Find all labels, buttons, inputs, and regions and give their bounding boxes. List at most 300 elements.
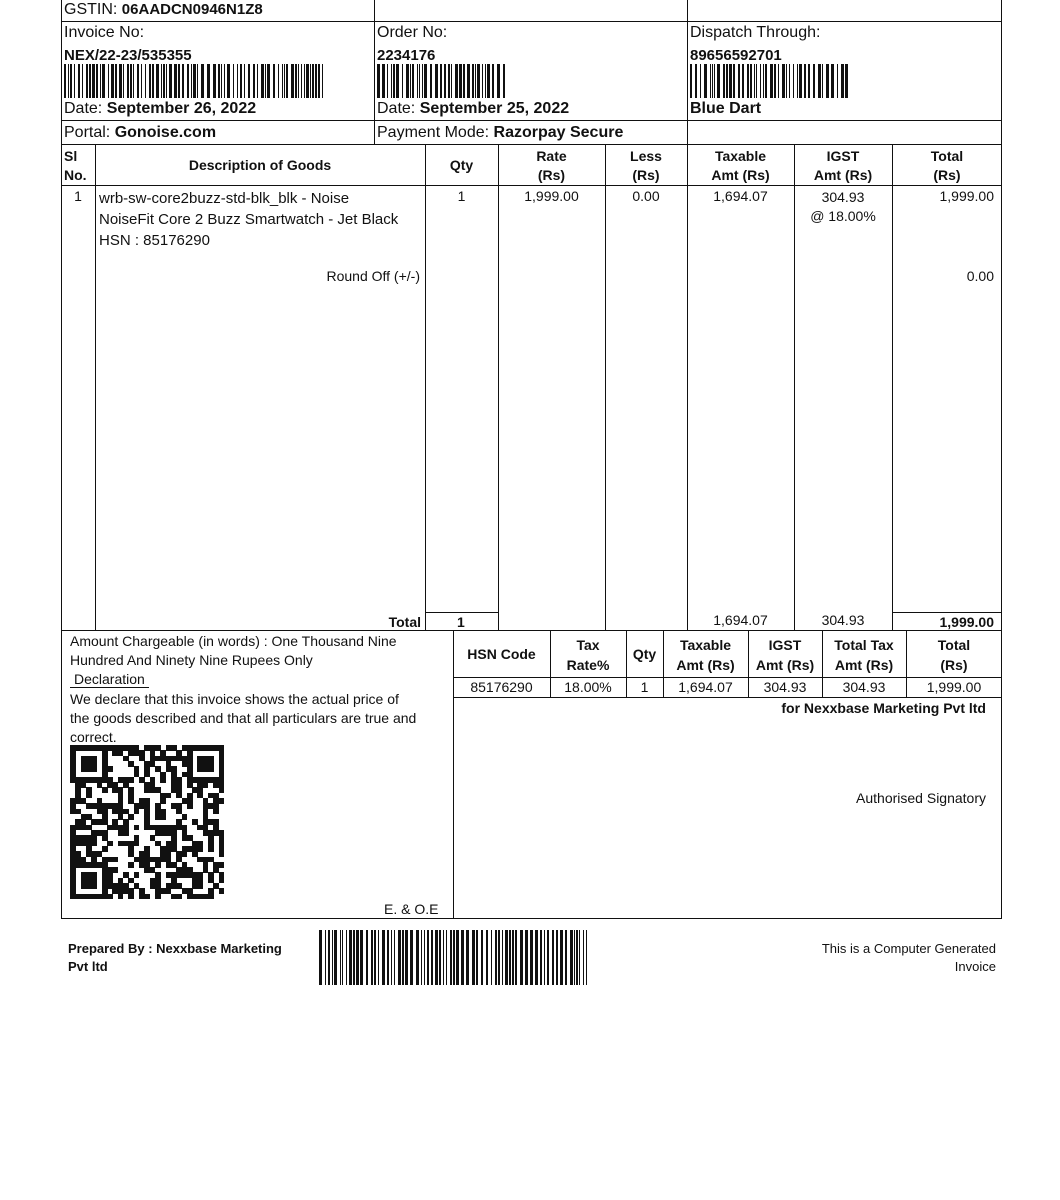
hsn-col-qty-header: Qty bbox=[632, 646, 657, 662]
barcode-bar bbox=[482, 64, 483, 98]
grand-total: 1,999.00 bbox=[939, 614, 994, 630]
barcode-bar bbox=[472, 64, 474, 98]
dispatch-label: Dispatch Through: bbox=[690, 24, 821, 41]
barcode-bar bbox=[695, 64, 697, 98]
barcode-bar bbox=[237, 64, 238, 98]
barcode-bar bbox=[455, 64, 458, 98]
barcode-bar bbox=[356, 930, 359, 985]
barcode-bar bbox=[583, 930, 584, 985]
declaration-text bbox=[70, 690, 416, 747]
barcode-bar bbox=[440, 64, 442, 98]
computer-generated-line: Invoice bbox=[954, 959, 996, 974]
barcode-bar bbox=[754, 64, 755, 98]
barcode-bar bbox=[431, 930, 433, 985]
qr-module bbox=[134, 825, 140, 831]
barcode-bar bbox=[700, 64, 701, 98]
qr-module bbox=[91, 766, 97, 772]
barcode-bar bbox=[760, 64, 761, 98]
barcode-bar bbox=[723, 64, 725, 98]
barcode-bar bbox=[756, 64, 757, 98]
barcode-bar bbox=[213, 64, 216, 98]
barcode-bar bbox=[137, 64, 139, 98]
hsn-taxable: 1,694.07 bbox=[678, 679, 733, 695]
barcode-bar bbox=[822, 64, 823, 98]
col-taxable-header bbox=[687, 147, 794, 185]
items-col-line bbox=[892, 144, 893, 631]
qr-module bbox=[160, 798, 166, 804]
barcode-bar bbox=[710, 64, 711, 98]
invoice-date bbox=[64, 100, 256, 118]
item-less: 0.00 bbox=[632, 188, 660, 204]
hsn-igst-header-line: IGST bbox=[768, 637, 802, 653]
qr-module bbox=[219, 862, 225, 868]
barcode-bar bbox=[450, 930, 452, 985]
col-igst-header-line: Amt (Rs) bbox=[813, 167, 873, 183]
qr-module bbox=[208, 846, 214, 852]
barcode-bar bbox=[207, 64, 210, 98]
barcode-bar bbox=[248, 64, 250, 98]
barcode-bar bbox=[96, 64, 98, 98]
barcode-bar bbox=[227, 64, 230, 98]
footer-divider bbox=[453, 630, 454, 919]
barcode-bar bbox=[416, 930, 419, 985]
qr-code bbox=[70, 745, 224, 899]
barcode-bar bbox=[765, 64, 767, 98]
round-off-value: 0.00 bbox=[966, 268, 994, 284]
payment-mode bbox=[377, 124, 623, 142]
barcode-bar bbox=[278, 64, 279, 98]
barcode-bar bbox=[108, 64, 109, 98]
item-taxable: 1,694.07 bbox=[713, 188, 768, 204]
barcode-bar bbox=[509, 930, 511, 985]
hsn-taxable-header-line: Amt (Rs) bbox=[676, 657, 735, 673]
hsn-code: 85176290 bbox=[470, 679, 533, 695]
qr-module bbox=[219, 878, 225, 884]
barcode-bar bbox=[387, 930, 389, 985]
barcode-bar bbox=[435, 930, 438, 985]
barcode-bar bbox=[257, 64, 258, 98]
barcode-bar bbox=[770, 64, 773, 98]
items-header-rule bbox=[61, 185, 1002, 186]
qr-module bbox=[176, 894, 182, 900]
hsn-col-totaltax-header bbox=[822, 635, 906, 675]
item-description bbox=[99, 188, 398, 251]
header-rule bbox=[61, 21, 1002, 22]
total-taxable: 1,694.07 bbox=[713, 612, 768, 628]
hsn-rule bbox=[453, 677, 1002, 678]
qr-module bbox=[134, 809, 140, 815]
item-igst-amount: 304.93 bbox=[821, 189, 865, 205]
barcode-bar bbox=[111, 64, 114, 98]
barcode-bar bbox=[240, 64, 242, 98]
barcode-bar bbox=[398, 930, 401, 985]
barcode-bar bbox=[789, 64, 790, 98]
barcode-bar bbox=[556, 930, 558, 985]
barcode-bar bbox=[427, 930, 429, 985]
barcode-bar bbox=[421, 930, 422, 985]
item-sl: 1 bbox=[74, 188, 82, 204]
barcode-bar bbox=[786, 64, 787, 98]
item-desc-line: wrb-sw-core2buzz-std-blk_blk - Noise bbox=[99, 190, 350, 207]
barcode-bar bbox=[466, 930, 469, 985]
barcode-bar bbox=[498, 930, 500, 985]
qr-module bbox=[102, 846, 108, 852]
item-desc-line: HSN : 85176290 bbox=[99, 232, 210, 249]
barcode-bar bbox=[560, 930, 563, 985]
dispatch-no: 89656592701 bbox=[690, 47, 782, 64]
items-col-line bbox=[687, 144, 688, 631]
barcode-bar bbox=[487, 64, 490, 98]
barcode-bar bbox=[115, 64, 117, 98]
amount-words-line: Amount Chargeable (in words) : One Thousand Nine bbox=[70, 633, 397, 649]
barcode-bar bbox=[391, 930, 392, 985]
barcode-bar bbox=[325, 930, 326, 985]
barcode-bar bbox=[774, 64, 776, 98]
qr-module bbox=[134, 872, 140, 878]
barcode-bar bbox=[319, 930, 322, 985]
barcode-bar bbox=[318, 64, 320, 98]
barcode-bar bbox=[481, 930, 483, 985]
barcode-bar bbox=[570, 930, 573, 985]
barcode-bar bbox=[349, 930, 352, 985]
barcode-bar bbox=[845, 64, 848, 98]
barcode-bar bbox=[435, 64, 438, 98]
declaration-line: correct. bbox=[70, 729, 117, 745]
barcode-bar bbox=[405, 930, 408, 985]
barcode-bar bbox=[130, 64, 132, 98]
col-total-header bbox=[892, 147, 1002, 185]
barcode-bar bbox=[332, 930, 333, 985]
hsn-col-total-header bbox=[906, 635, 1002, 675]
barcode-bar bbox=[502, 930, 503, 985]
barcode-bar bbox=[382, 930, 385, 985]
qr-module bbox=[134, 841, 140, 847]
qr-module bbox=[112, 857, 118, 863]
barcode-bar bbox=[402, 64, 403, 98]
gstin bbox=[64, 1, 263, 19]
barcode-bar bbox=[123, 64, 124, 98]
barcode-bar bbox=[396, 64, 399, 98]
barcode-bar bbox=[782, 64, 785, 98]
item-total: 1,999.00 bbox=[939, 188, 994, 204]
col-taxable-header-line: Taxable bbox=[714, 148, 767, 164]
hsn-total-header-line: Total bbox=[937, 637, 971, 653]
barcode-bar bbox=[402, 930, 404, 985]
barcode-bar bbox=[763, 64, 764, 98]
barcode-bar bbox=[491, 930, 492, 985]
portal bbox=[64, 124, 216, 142]
barcode-bar bbox=[742, 64, 744, 98]
barcode-bar bbox=[68, 64, 69, 98]
barcode-bar bbox=[70, 64, 72, 98]
col-total-header-line: (Rs) bbox=[933, 167, 961, 183]
barcode-bar bbox=[485, 64, 486, 98]
barcode-bar bbox=[530, 930, 533, 985]
barcode-bar bbox=[382, 64, 385, 98]
qr-module bbox=[91, 841, 97, 847]
col-less-header bbox=[605, 147, 687, 185]
items-col-line bbox=[425, 144, 426, 631]
barcode-bar bbox=[476, 930, 478, 985]
qr-module bbox=[160, 777, 166, 783]
barcode-bar bbox=[505, 930, 508, 985]
col-rate-header bbox=[498, 147, 605, 185]
hsn-col-rate-header bbox=[550, 635, 626, 675]
barcode-bar bbox=[410, 64, 411, 98]
hsn-totaltax-header-line: Amt (Rs) bbox=[834, 657, 894, 673]
gstin-value: 06AADCN0946N1Z8 bbox=[121, 1, 263, 18]
barcode-bar bbox=[273, 64, 275, 98]
qr-module bbox=[197, 846, 203, 852]
barcode-bar bbox=[574, 930, 575, 985]
invoice-barcode bbox=[64, 64, 326, 98]
hsn-qty: 1 bbox=[640, 679, 649, 695]
barcode-bar bbox=[169, 64, 172, 98]
barcode-bar bbox=[284, 64, 285, 98]
barcode-bar bbox=[378, 930, 379, 985]
barcode-bar bbox=[586, 930, 587, 985]
total-qty: 1 bbox=[457, 614, 465, 630]
barcode-bar bbox=[306, 64, 309, 98]
barcode-bar bbox=[446, 930, 447, 985]
barcode-bar bbox=[799, 64, 802, 98]
order-date-value: September 25, 2022 bbox=[419, 100, 570, 117]
barcode-bar bbox=[540, 930, 542, 985]
barcode-bar bbox=[191, 64, 192, 98]
barcode-bar bbox=[444, 64, 446, 98]
invoice-no-label: Invoice No: bbox=[64, 24, 145, 41]
items-col-line bbox=[498, 144, 499, 631]
barcode-bar bbox=[461, 930, 464, 985]
qr-module bbox=[144, 894, 150, 900]
barcode-bar bbox=[119, 64, 122, 98]
barcode-bar bbox=[459, 64, 462, 98]
barcode-bar bbox=[64, 64, 66, 98]
barcode-bar bbox=[726, 64, 728, 98]
barcode-bar bbox=[448, 64, 450, 98]
barcode-bar bbox=[804, 64, 806, 98]
qr-module bbox=[128, 862, 134, 868]
qr-module bbox=[107, 766, 113, 772]
invoice-date-label: Date: bbox=[64, 100, 103, 117]
qr-module bbox=[208, 894, 214, 900]
barcode-bar bbox=[837, 64, 838, 98]
amount-in-words bbox=[70, 632, 397, 670]
hsn-col-taxable-header bbox=[663, 635, 748, 675]
barcode-bar bbox=[166, 64, 167, 98]
barcode-bar bbox=[221, 64, 222, 98]
hsn-totaltax-header-line: Total Tax bbox=[834, 637, 894, 653]
declaration-line: the goods described and that all particulars are true and bbox=[70, 710, 417, 726]
qr-module bbox=[219, 888, 225, 894]
barcode-bar bbox=[714, 64, 715, 98]
barcode-bar bbox=[443, 930, 444, 985]
barcode-bar bbox=[295, 64, 297, 98]
for-company: for Nexxbase Marketing Pvt ltd bbox=[781, 700, 986, 716]
barcode-bar bbox=[78, 64, 80, 98]
hsn-taxable-header-line: Taxable bbox=[679, 637, 732, 653]
col-taxable-header-line: Amt (Rs) bbox=[711, 167, 770, 183]
barcode-bar bbox=[717, 64, 720, 98]
item-igst-rate: @ 18.00% bbox=[810, 208, 876, 224]
barcode-bar bbox=[224, 64, 225, 98]
col-igst-header-line: IGST bbox=[826, 148, 860, 164]
hsn-col-code-header: HSN Code bbox=[467, 646, 536, 662]
hsn-rule bbox=[453, 697, 1002, 698]
declaration-title: Declaration bbox=[70, 671, 149, 688]
barcode-bar bbox=[690, 64, 692, 98]
barcode-bar bbox=[182, 64, 184, 98]
hsn-rate-header-line: Tax bbox=[576, 637, 600, 653]
barcode-bar bbox=[163, 64, 165, 98]
hsn-igst-header-line: Amt (Rs) bbox=[755, 657, 815, 673]
portal-value: Gonoise.com bbox=[114, 124, 217, 141]
barcode-bar bbox=[424, 930, 425, 985]
order-barcode bbox=[377, 64, 508, 98]
barcode-bar bbox=[412, 64, 414, 98]
barcode-bar bbox=[244, 64, 245, 98]
qr-module bbox=[155, 894, 161, 900]
hsn-rate-header-line: Rate% bbox=[566, 657, 610, 673]
barcode-bar bbox=[265, 64, 266, 98]
barcode-bar bbox=[579, 930, 580, 985]
barcode-bar bbox=[328, 930, 330, 985]
qr-module bbox=[182, 814, 188, 820]
barcode-bar bbox=[391, 64, 392, 98]
hsn-total-header-line: (Rs) bbox=[940, 657, 968, 673]
qr-module bbox=[91, 883, 97, 889]
col-sl-header-line: Sl bbox=[64, 148, 78, 164]
barcode-bar bbox=[92, 64, 95, 98]
authorised-signatory: Authorised Signatory bbox=[856, 790, 986, 806]
qr-module bbox=[107, 894, 113, 900]
barcode-bar bbox=[174, 64, 177, 98]
barcode-bar bbox=[515, 930, 517, 985]
barcode-bar bbox=[453, 930, 455, 985]
barcode-bar bbox=[74, 64, 75, 98]
barcode-bar bbox=[197, 64, 198, 98]
barcode-bar bbox=[89, 64, 91, 98]
hsn-rate: 18.00% bbox=[564, 679, 612, 695]
barcode-bar bbox=[738, 64, 740, 98]
barcode-bar bbox=[253, 64, 255, 98]
barcode-bar bbox=[477, 64, 480, 98]
qr-module bbox=[187, 803, 193, 809]
qr-module bbox=[155, 862, 161, 868]
qr-module bbox=[203, 782, 209, 788]
barcode-bar bbox=[86, 64, 88, 98]
barcode-bar bbox=[486, 930, 488, 985]
computer-generated-note bbox=[760, 940, 996, 976]
total-row-rule bbox=[425, 612, 498, 613]
barcode-bar bbox=[377, 64, 380, 98]
barcode-bar bbox=[100, 64, 101, 98]
barcode-bar bbox=[340, 930, 341, 985]
barcode-bar bbox=[127, 64, 129, 98]
prepared-by bbox=[68, 940, 282, 976]
barcode-bar bbox=[322, 64, 323, 98]
barcode-bar bbox=[750, 64, 752, 98]
gstin-label: GSTIN: bbox=[64, 1, 118, 18]
invoice-no: NEX/22-23/535355 bbox=[64, 47, 192, 64]
barcode-bar bbox=[301, 64, 302, 98]
barcode-bar bbox=[387, 64, 388, 98]
items-col-line bbox=[95, 144, 96, 631]
barcode-bar bbox=[149, 64, 151, 98]
barcode-bar bbox=[535, 930, 538, 985]
barcode-bar bbox=[334, 930, 337, 985]
qr-module bbox=[219, 798, 225, 804]
portal-label: Portal: bbox=[64, 124, 111, 141]
barcode-bar bbox=[813, 64, 815, 98]
barcode-bar bbox=[475, 64, 476, 98]
col-total-header-line: Total bbox=[930, 148, 964, 164]
barcode-bar bbox=[512, 930, 514, 985]
barcode-bar bbox=[492, 64, 494, 98]
barcode-bar bbox=[467, 64, 470, 98]
barcode-bar bbox=[565, 930, 567, 985]
barcode-bar bbox=[576, 930, 578, 985]
qr-module bbox=[128, 777, 134, 783]
qr-module bbox=[118, 894, 124, 900]
qr-module bbox=[128, 814, 134, 820]
prepared-by-line: Pvt ltd bbox=[68, 959, 108, 974]
barcode-bar bbox=[552, 930, 554, 985]
qr-module bbox=[182, 851, 188, 857]
barcode-bar bbox=[342, 930, 343, 985]
header-rule bbox=[61, 120, 1002, 121]
barcode-bar bbox=[102, 64, 105, 98]
col-rate-header-line: (Rs) bbox=[537, 167, 566, 183]
barcode-bar bbox=[410, 930, 413, 985]
item-igst bbox=[794, 188, 892, 226]
order-no-label: Order No: bbox=[377, 24, 448, 41]
qr-module bbox=[219, 851, 225, 857]
barcode-bar bbox=[298, 64, 299, 98]
barcode-bar bbox=[544, 930, 545, 985]
barcode-bar bbox=[393, 64, 395, 98]
barcode-bar bbox=[371, 930, 373, 985]
header-divider bbox=[374, 0, 375, 145]
barcode-bar bbox=[451, 64, 452, 98]
qr-module bbox=[197, 883, 203, 889]
invoice-date-value: September 26, 2022 bbox=[106, 100, 257, 117]
hsn-igst: 304.93 bbox=[763, 679, 807, 695]
col-sl-header-line: No. bbox=[64, 167, 87, 183]
barcode-bar bbox=[304, 64, 305, 98]
barcode-bar bbox=[520, 930, 523, 985]
courier: Blue Dart bbox=[690, 100, 762, 117]
barcode-bar bbox=[394, 930, 395, 985]
barcode-bar bbox=[831, 64, 834, 98]
payment-value: Razorpay Secure bbox=[493, 124, 624, 141]
round-off-label: Round Off (+/-) bbox=[326, 268, 420, 284]
qr-module bbox=[219, 787, 225, 793]
payment-label: Payment Mode: bbox=[377, 124, 490, 141]
barcode-bar bbox=[419, 64, 420, 98]
barcode-bar bbox=[729, 64, 732, 98]
declaration-line: We declare that this invoice shows the actual price of bbox=[70, 691, 399, 707]
qr-module bbox=[208, 766, 214, 772]
barcode-bar bbox=[152, 64, 154, 98]
hsn-total-tax: 304.93 bbox=[842, 679, 886, 695]
order-date-label: Date: bbox=[377, 100, 416, 117]
barcode-bar bbox=[472, 930, 475, 985]
qr-module bbox=[128, 894, 134, 900]
barcode-bar bbox=[282, 64, 283, 98]
barcode-bar bbox=[156, 64, 159, 98]
total-igst: 304.93 bbox=[821, 612, 865, 628]
